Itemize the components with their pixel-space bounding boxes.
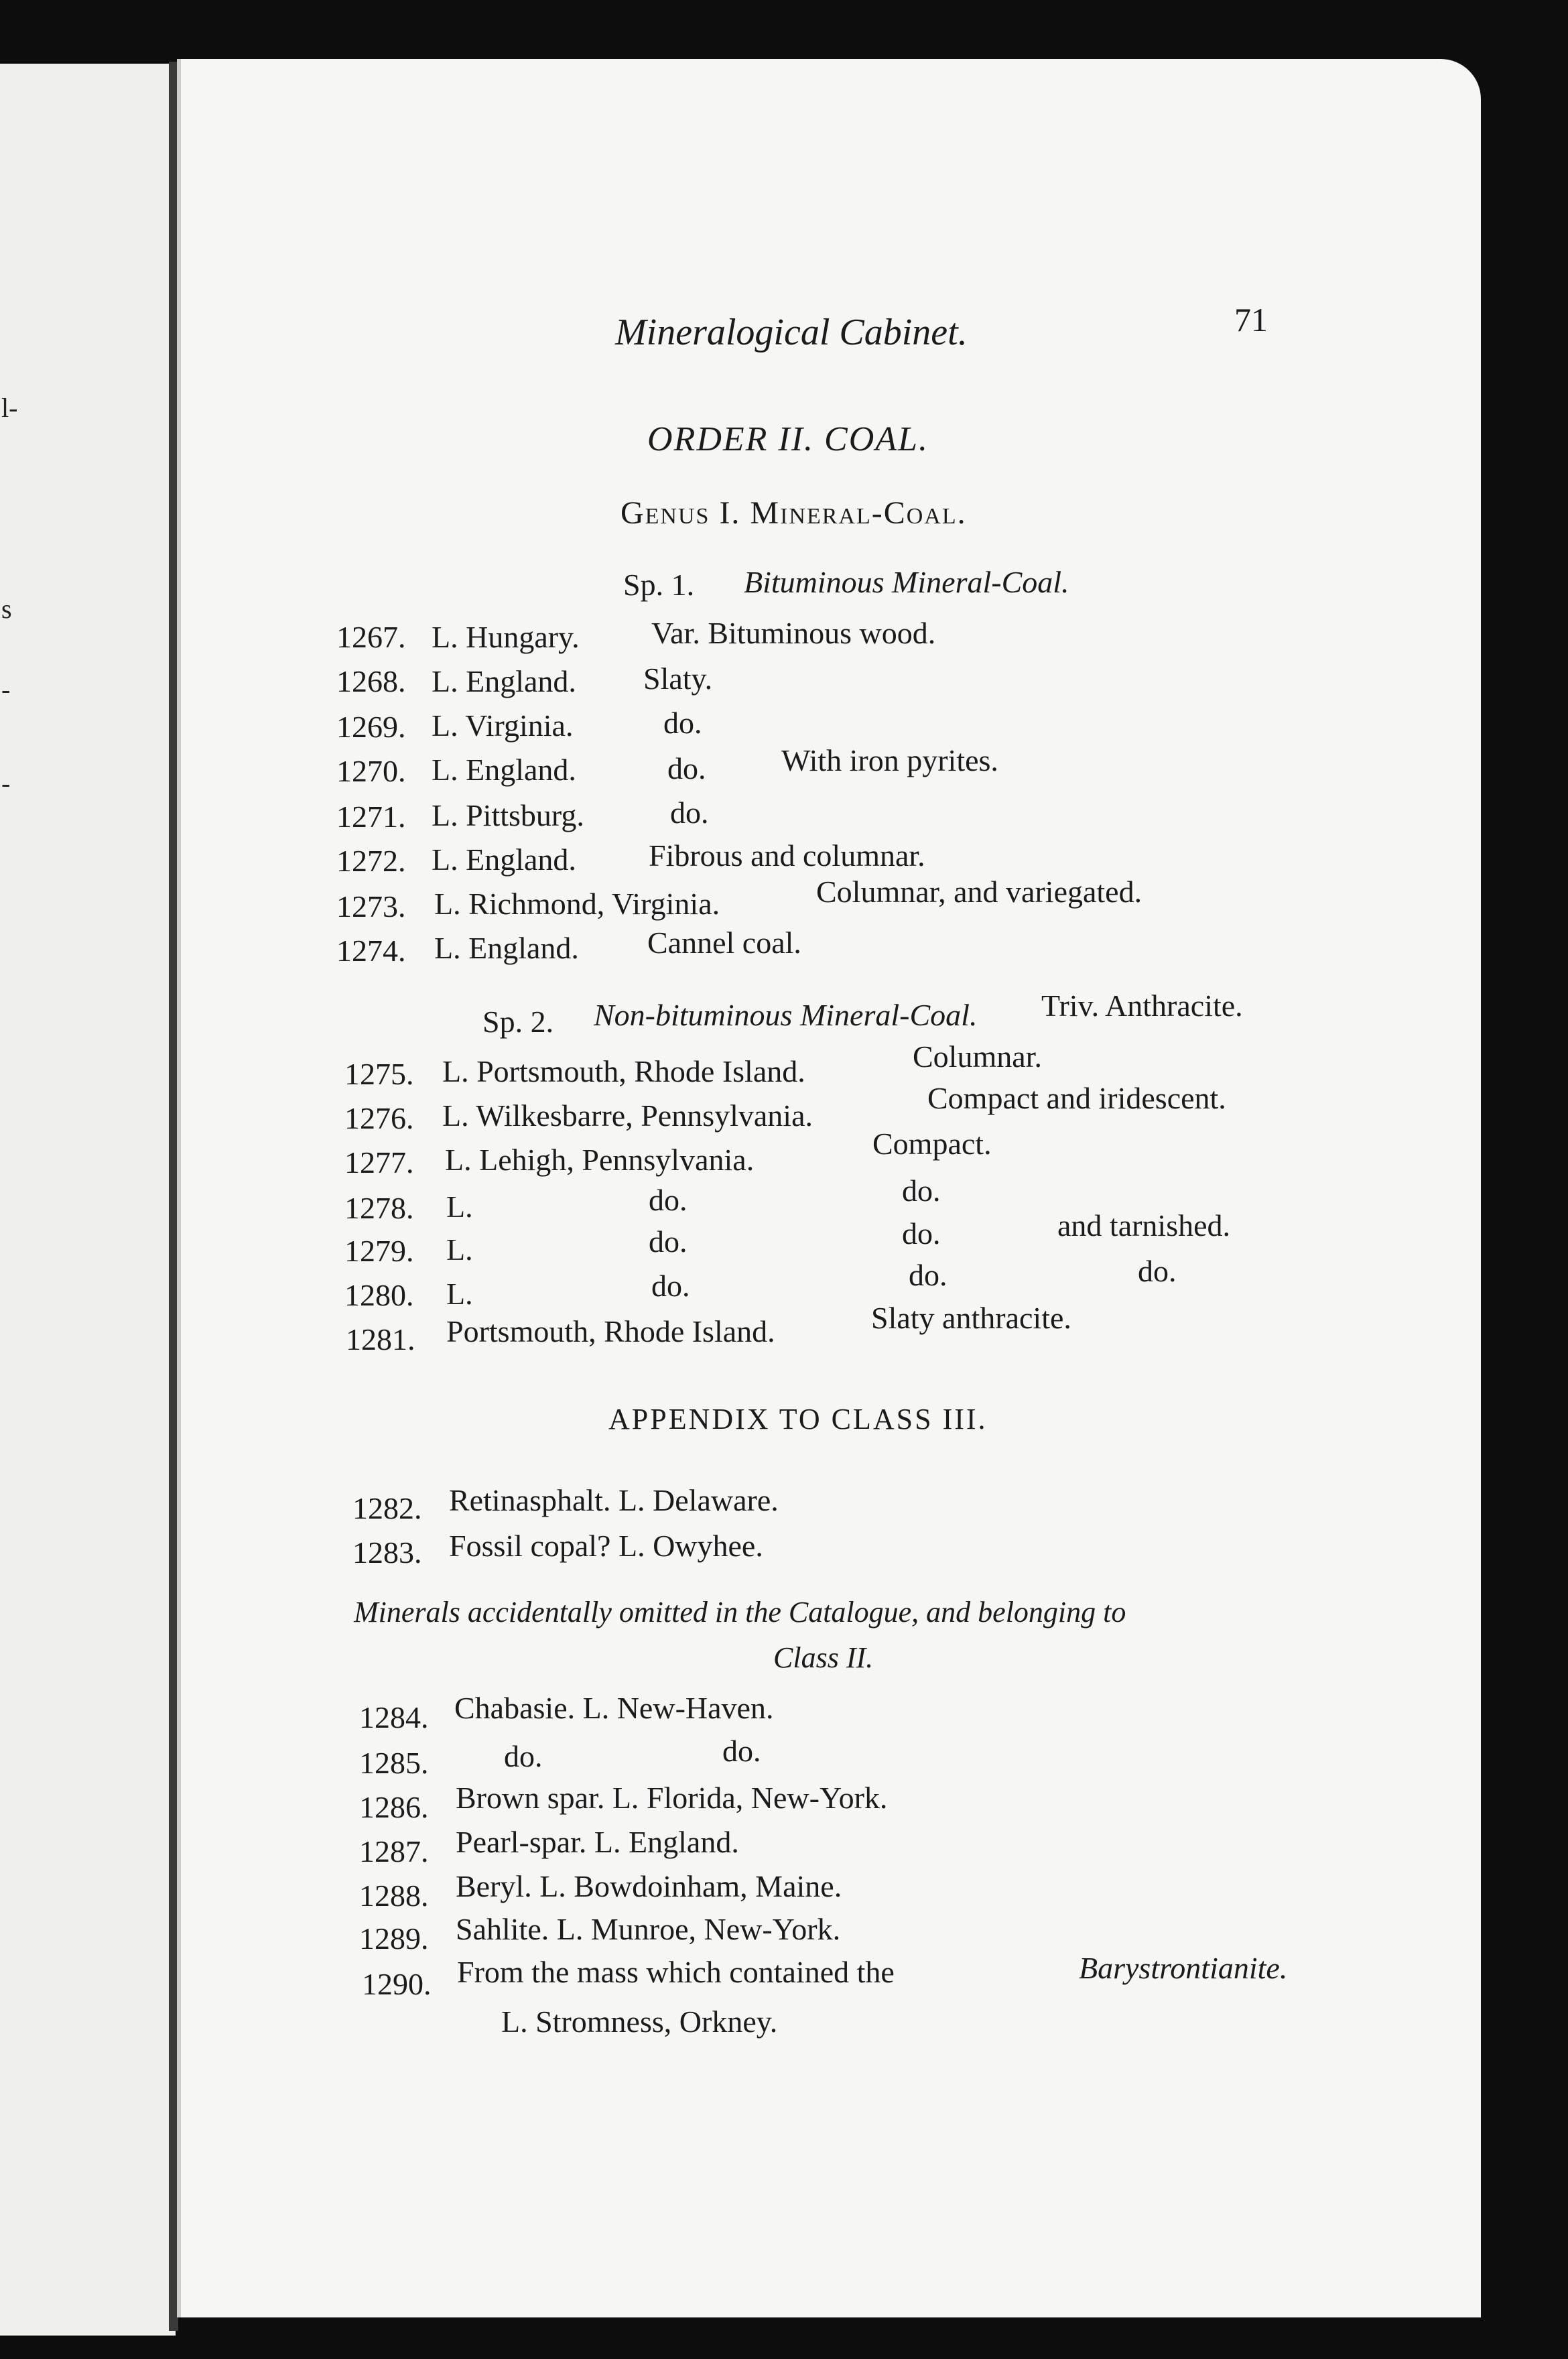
entry-variety: do. [670,795,709,830]
entry-variety: Compact. [872,1127,992,1161]
appendix-heading: APPENDIX TO CLASS III. [608,1403,988,1436]
genus-heading: Genus I. Mineral-Coal. [620,495,967,531]
entry-note: and tarnished. [1057,1208,1231,1242]
entry-variety: Fibrous and columnar. [649,838,925,873]
entry-locality: L. Virginia. [432,708,574,743]
entry-locality: L. England. [432,842,576,877]
entry-text-italic: Barystrontianite. [1079,1951,1288,1985]
entry-text: Beryl. L. Bowdoinham, Maine. [456,1869,842,1903]
left-page-fragment: - [1,768,11,798]
entry-number: 1279. [344,1234,414,1268]
species-name: Non-bituminous Mineral-Coal. [594,998,978,1032]
entry-text: Pearl-spar. L. England. [456,1825,739,1859]
entry-number: 1286. [359,1790,429,1824]
entry-locality: L. Lehigh, Pennsylvania. [445,1143,755,1177]
entry-locality: L. England. [432,664,576,698]
entry-number: 1270. [336,754,406,788]
entry-number: 1275. [344,1057,414,1091]
entry-text: do. [504,1739,543,1773]
left-page-fragment: s [1,594,12,624]
entry-text: From the mass which contained the [457,1955,895,1989]
entry-number: 1287. [359,1834,429,1868]
previous-page-edge [0,64,176,2336]
entry-locality: L. [446,1232,473,1267]
entry-locality: L. Wilkesbarre, Pennsylvania. [442,1098,813,1133]
entry-variety: Columnar. [913,1039,1042,1074]
entry-number: 1282. [352,1491,422,1525]
entry-locality: Portsmouth, Rhode Island. [446,1314,775,1348]
entry-text: Chabasie. L. New-Haven. [454,1691,774,1725]
entry-number: 1269. [336,710,406,744]
entry-variety: do. [667,751,706,785]
entry-variety: do. [909,1258,948,1292]
entry-text: Fossil copal? L. Owyhee. [449,1529,763,1563]
entry-locality: L. Richmond, Virginia. [434,887,720,921]
entry-number: 1274. [336,934,406,968]
entry-variety: Slaty. [643,661,713,696]
entry-variety: Cannel coal. [647,926,801,960]
entry-variety: Compact and iridescent. [927,1081,1226,1115]
entry-locality: L. Pittsburg. [432,798,584,832]
entry-continuation: L. Stromness, Orkney. [501,2004,778,2039]
entry-locality: L. [446,1190,473,1224]
entry-variety: Slaty anthracite. [871,1301,1071,1335]
entry-variety: do. [902,1216,941,1251]
left-page-fragment: l- [1,393,18,423]
entry-locality: L. Hungary. [432,620,580,654]
order-heading: ORDER II. COAL. [647,420,929,458]
entry-number: 1281. [346,1322,415,1356]
entry-number: 1277. [344,1145,414,1180]
entry-locality: L. England. [432,753,576,787]
entry-text-ditto: do. [722,1734,761,1768]
entry-locality-ditto: do. [649,1224,688,1259]
entry-number: 1278. [344,1191,414,1225]
entry-number: 1280. [344,1278,414,1312]
species-label: Sp. 1. [623,568,695,602]
species-trivial-name: Triv. Anthracite. [1041,989,1243,1023]
entry-locality: L. England. [434,931,579,965]
entry-number: 1276. [344,1101,414,1135]
entry-variety: do. [902,1173,941,1208]
entry-variety: Var. Bituminous wood. [651,616,936,650]
entry-number: 1288. [359,1878,429,1913]
entry-number: 1284. [359,1700,429,1734]
entry-note: With iron pyrites. [781,743,998,777]
entry-text: Retinasphalt. L. Delaware. [449,1483,779,1517]
species-name: Bituminous Mineral-Coal. [744,565,1069,599]
entry-locality: L. [446,1277,473,1311]
left-page-fragment: - [1,674,11,704]
running-title: Mineralogical Cabinet. [615,312,968,353]
entry-variety: Columnar, and variegated. [816,875,1142,909]
entry-variety: do. [663,706,702,740]
entry-number: 1268. [336,664,406,698]
entry-text: Brown spar. L. Florida, New-York. [456,1781,888,1815]
omitted-minerals-class: Class II. [773,1641,874,1674]
entry-number: 1283. [352,1535,422,1570]
entry-number: 1271. [336,800,406,834]
entry-locality-ditto: do. [649,1183,688,1217]
entry-number: 1273. [336,889,406,923]
page-number: 71 [1234,301,1268,338]
entry-number: 1267. [336,620,406,654]
entry-locality-ditto: do. [651,1269,690,1303]
entry-number: 1289. [359,1921,429,1956]
species-label: Sp. 2. [482,1005,554,1039]
entry-number: 1272. [336,844,406,878]
entry-number: 1285. [359,1746,429,1780]
entry-note: do. [1138,1254,1177,1288]
omitted-minerals-note: Minerals accidentally omitted in the Catalogue, and belonging to [354,1596,1126,1629]
entry-text: Sahlite. L. Munroe, New-York. [456,1912,841,1946]
entry-locality: L. Portsmouth, Rhode Island. [442,1054,805,1088]
entry-number: 1290. [362,1967,432,2001]
